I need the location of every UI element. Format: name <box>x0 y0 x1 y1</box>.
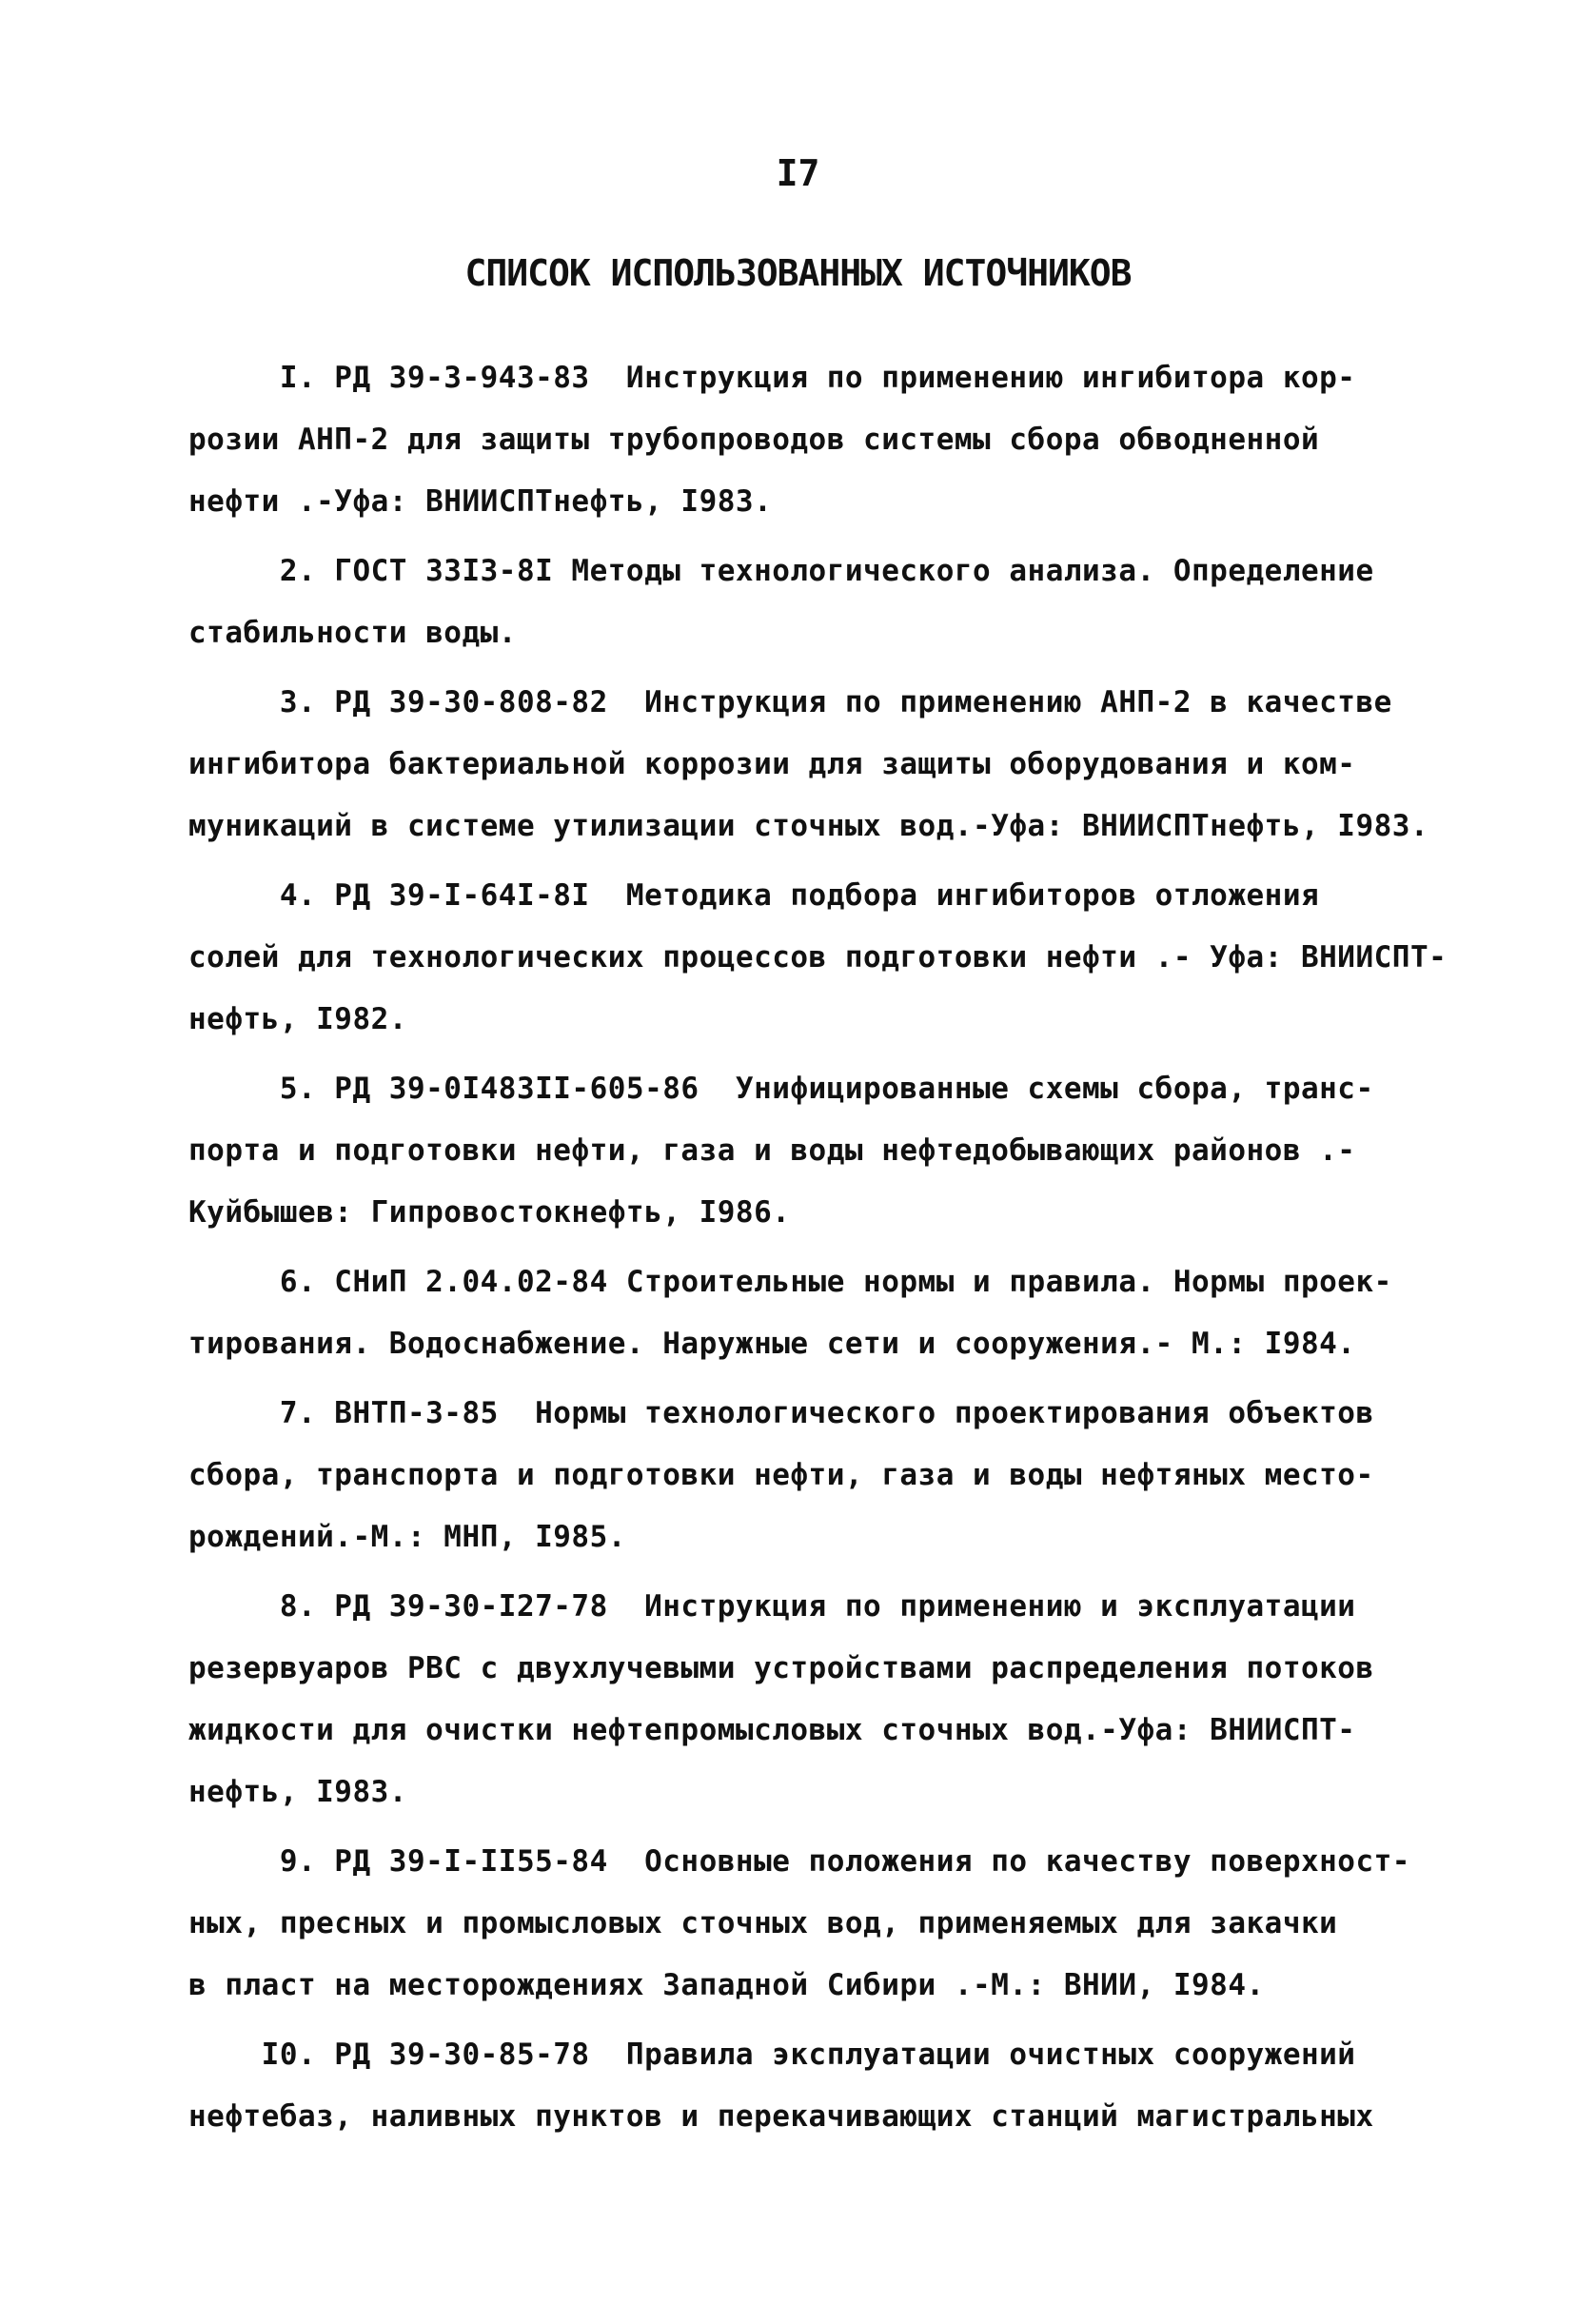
page-title: СПИСОК ИСПОЛЬЗОВАННЫХ ИСТОЧНИКОВ <box>464 252 1132 294</box>
reference-line: I. РД 39-3-943-83 Инструкция по применению ингибитора кор- <box>188 361 1356 395</box>
reference-line: Куйбышев: Гипровостокнефть, I986. <box>188 1195 791 1230</box>
reference-line: розии АНП-2 для защиты трубопроводов системы сбора обводненной <box>188 423 1320 457</box>
reference-item <box>188 347 1502 533</box>
reference-line: нефть, I983. <box>188 1775 407 1809</box>
reference-line: нефти .-Уфа: ВНИИСПТнефть, I983. <box>188 484 773 519</box>
reference-item <box>188 1251 1502 1375</box>
reference-line: нефтебаз, наливных пунктов и перекачивающих станций магистральных <box>188 2099 1374 2134</box>
reference-line: ингибитора бактериальной коррозии для защиты оборудования и ком- <box>188 747 1356 781</box>
reference-line: порта и подготовки нефти, газа и воды нефтедобывающих районов .- <box>188 1133 1356 1168</box>
reference-list <box>188 347 1502 2156</box>
reference-item <box>188 672 1502 857</box>
reference-line: 8. РД 39-30-I27-78 Инструкция по применению и эксплуатации <box>188 1589 1356 1624</box>
reference-line: ных, пресных и промысловых сточных вод, применяемых для закачки <box>188 1906 1338 1940</box>
reference-line: 5. РД 39-0I483II-605-86 Унифицированные схемы сбора, транс- <box>188 1072 1374 1106</box>
reference-line: нефть, I982. <box>188 1002 407 1036</box>
reference-line: солей для технологических процессов подготовки нефти .- Уфа: ВНИИСПТ- <box>188 940 1448 975</box>
reference-line: муникаций в системе утилизации сточных вод.-Уфа: ВНИИСПТнефть, I983. <box>188 809 1429 843</box>
reference-item <box>188 2024 1502 2148</box>
reference-line: рождений.-М.: МНП, I985. <box>188 1520 626 1554</box>
reference-line: жидкости для очистки нефтепромысловых сточных вод.-Уфа: ВНИИСПТ- <box>188 1713 1356 1747</box>
reference-line: 9. РД 39-I-II55-84 Основные положения по качеству поверхност- <box>188 1844 1410 1879</box>
reference-line: в пласт на месторождениях Западной Сибири .-М.: ВНИИ, I984. <box>188 1968 1265 2002</box>
reference-item <box>188 1383 1502 1568</box>
reference-item <box>188 1058 1502 1244</box>
reference-line: 7. ВНТП-3-85 Нормы технологического проектирования объектов <box>188 1396 1374 1430</box>
reference-line: 6. СНиП 2.04.02-84 Строительные нормы и правила. Нормы проек- <box>188 1265 1392 1299</box>
reference-line: резервуаров РВС с двухлучевыми устройствами распределения потоков <box>188 1651 1374 1685</box>
reference-line: тирования. Водоснабжение. Наружные сети и сооружения.- М.: I984. <box>188 1327 1356 1361</box>
reference-line: I0. РД 39-30-85-78 Правила эксплуатации очистных сооружений <box>188 2038 1356 2072</box>
page-number: I7 <box>776 152 820 194</box>
reference-item <box>188 865 1502 1051</box>
reference-item <box>188 1831 1502 2017</box>
reference-line: 3. РД 39-30-808-82 Инструкция по применению АНП-2 в качестве <box>188 685 1392 719</box>
reference-item <box>188 541 1502 664</box>
reference-line: 2. ГОСТ 33I3-8I Методы технологического анализа. Определение <box>188 554 1374 588</box>
reference-line: сбора, транспорта и подготовки нефти, газа и воды нефтяных место- <box>188 1458 1374 1492</box>
reference-line: стабильности воды. <box>188 616 517 650</box>
reference-item <box>188 1576 1502 1823</box>
reference-line: 4. РД 39-I-64I-8I Методика подбора ингибиторов отложения <box>188 878 1320 913</box>
